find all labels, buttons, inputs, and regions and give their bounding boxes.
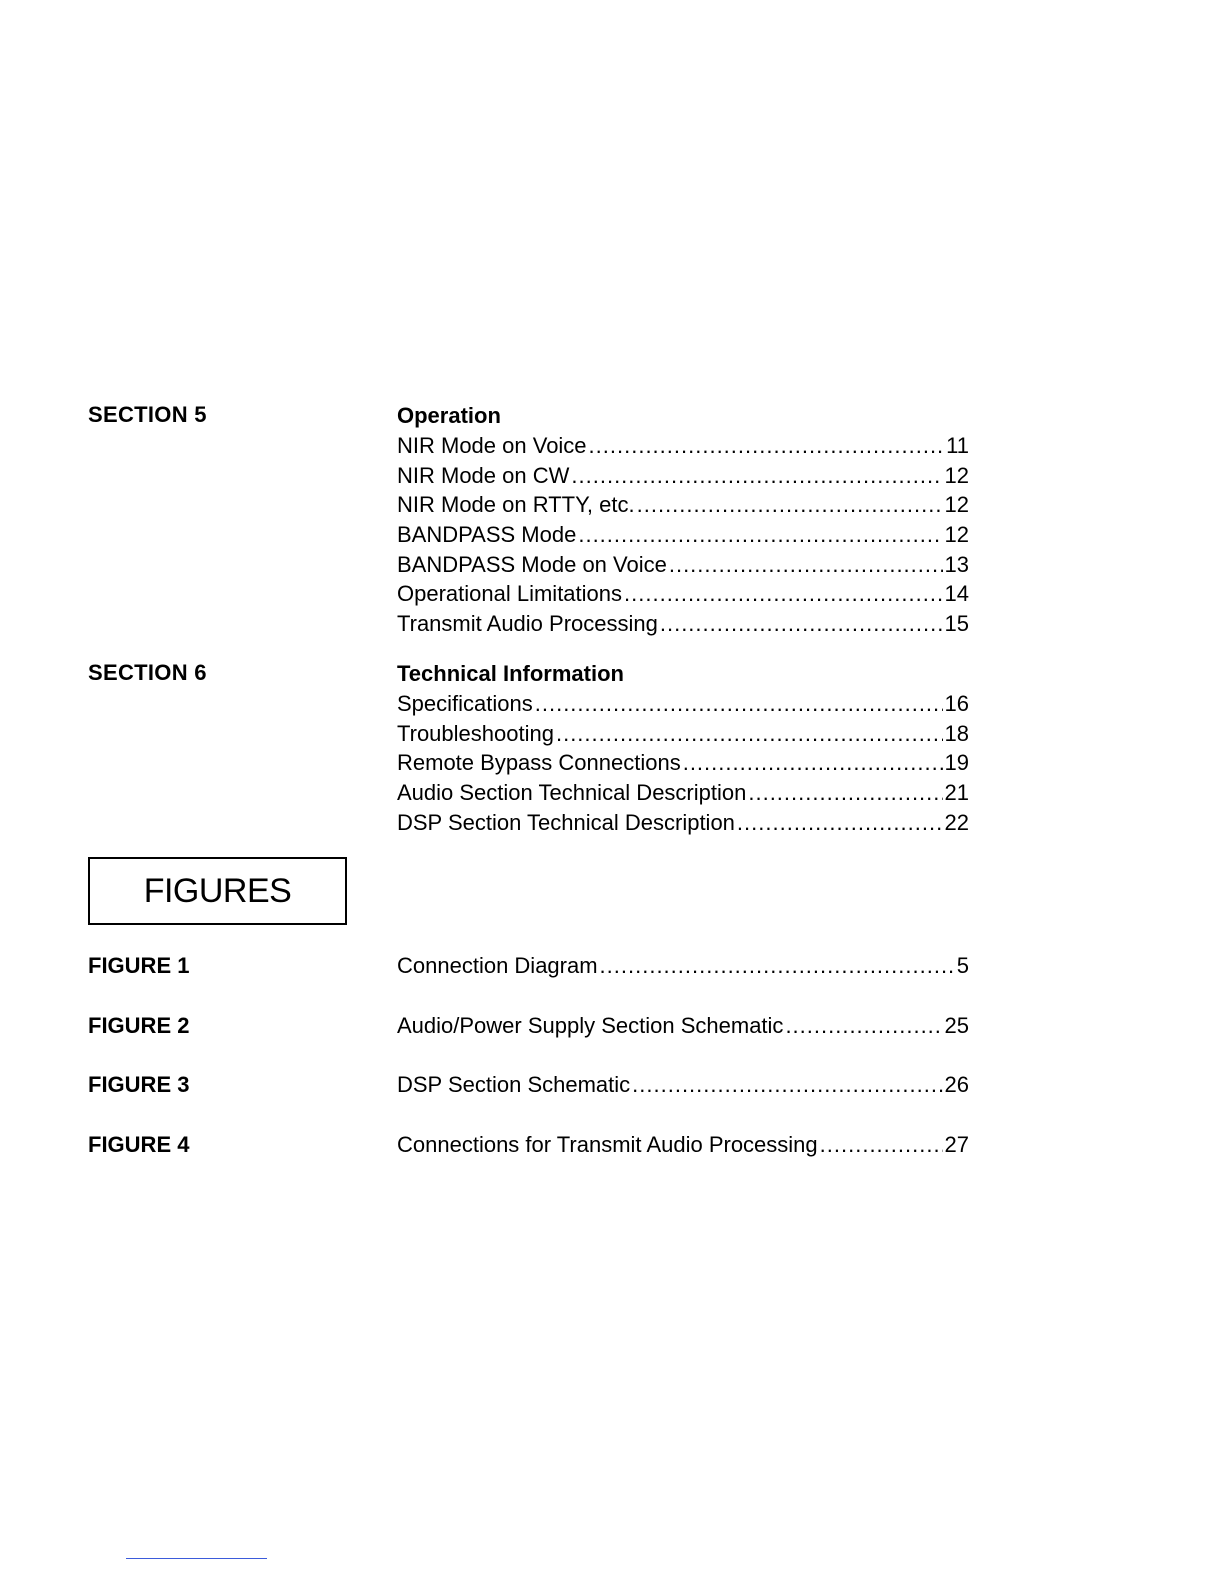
- toc-entry-title: BANDPASS Mode: [397, 522, 577, 548]
- toc-leader-dots: [578, 520, 942, 550]
- toc-leader-dots: [571, 461, 942, 491]
- toc-entry-page: 22: [944, 809, 969, 835]
- toc-entry-title: NIR Mode on RTTY, etc.: [397, 492, 635, 518]
- toc-entry-title: BANDPASS Mode on Voice: [397, 551, 667, 577]
- section-5-title: Operation: [397, 403, 501, 428]
- toc-entry-title: DSP Section Technical Description: [397, 809, 735, 835]
- toc-entry[interactable]: [397, 689, 969, 719]
- toc-entry-page: 15: [944, 611, 969, 637]
- toc-entry[interactable]: [397, 579, 969, 609]
- toc-leader-dots: [600, 951, 955, 981]
- toc-entry[interactable]: [397, 550, 969, 580]
- figure-entry-title: Connections for Transmit Audio Processing: [397, 1132, 818, 1157]
- toc-entry-title: Transmit Audio Processing: [397, 611, 658, 637]
- toc-entry-page: 18: [944, 720, 969, 746]
- toc-entry-page: 11: [946, 433, 969, 458]
- figure-2-label: FIGURE 2: [88, 1013, 190, 1038]
- toc-entry[interactable]: [397, 808, 969, 838]
- figure-entry-page: 25: [944, 1013, 969, 1038]
- toc-leader-dots: [785, 1011, 942, 1041]
- toc-entry-title: NIR Mode on Voice: [397, 433, 587, 458]
- toc-leader-dots: [624, 579, 943, 609]
- section-6-title: Technical Information: [397, 661, 624, 686]
- toc-entry[interactable]: [397, 461, 969, 491]
- toc-leader-dots: [556, 719, 943, 749]
- figure-entry-title: Audio/Power Supply Section Schematic: [397, 1013, 784, 1038]
- figure-1-label: FIGURE 1: [88, 953, 190, 978]
- toc-entry[interactable]: [397, 778, 969, 808]
- figures-heading-box: [88, 857, 347, 925]
- section-6-block: [397, 659, 969, 837]
- toc-leader-dots: [669, 550, 943, 580]
- toc-entry-title: Troubleshooting: [397, 720, 554, 746]
- toc-entry-title: Operational Limitations: [397, 581, 623, 607]
- figure-entry[interactable]: [397, 1130, 969, 1160]
- figure-4-label: FIGURE 4: [88, 1132, 190, 1157]
- toc-entry[interactable]: [397, 431, 969, 461]
- toc-entry[interactable]: [397, 719, 969, 749]
- toc-entry-page: 14: [944, 581, 969, 607]
- toc-leader-dots: [737, 808, 943, 838]
- figure-3-label: FIGURE 3: [88, 1072, 190, 1097]
- figure-entry-title: Connection Diagram: [397, 953, 598, 978]
- toc-entry[interactable]: [397, 520, 969, 550]
- toc-leader-dots: [632, 1070, 942, 1100]
- figure-entry[interactable]: [397, 1070, 969, 1100]
- toc-leader-dots: [820, 1130, 943, 1160]
- figure-entry-page: 26: [944, 1072, 969, 1097]
- toc-entry-title: Audio Section Technical Description: [397, 780, 747, 806]
- toc-entry-page: 12: [944, 462, 969, 488]
- toc-entry-page: 12: [944, 522, 969, 548]
- toc-entry-page: 13: [944, 551, 969, 577]
- toc-leader-dots: [637, 490, 943, 520]
- toc-entry-page: 16: [944, 691, 969, 716]
- figure-entry[interactable]: [397, 951, 969, 981]
- figure-entry-title: DSP Section Schematic: [397, 1072, 631, 1097]
- figures-heading: FIGURES: [143, 871, 292, 910]
- toc-entry-page: 21: [944, 780, 969, 806]
- section-6-label: SECTION 6: [88, 660, 207, 685]
- footer-rule: [126, 1558, 267, 1559]
- toc-entry-page: 12: [944, 492, 969, 518]
- toc-entry[interactable]: [397, 490, 969, 520]
- figure-entry-page: 5: [956, 953, 969, 978]
- toc-entry-title: Specifications: [397, 691, 533, 716]
- section-5-label: SECTION 5: [88, 402, 207, 427]
- toc-entry[interactable]: [397, 609, 969, 639]
- toc-entry-title: Remote Bypass Connections: [397, 750, 681, 776]
- toc-entry-title: NIR Mode on CW: [397, 462, 570, 488]
- toc-leader-dots: [748, 778, 942, 808]
- figure-entry-page: 27: [944, 1132, 969, 1157]
- toc-entry[interactable]: [397, 748, 969, 778]
- figure-entry[interactable]: [397, 1011, 969, 1041]
- toc-leader-dots: [589, 431, 945, 461]
- toc-leader-dots: [660, 609, 943, 639]
- section-5-block: [397, 401, 969, 639]
- toc-leader-dots: [683, 748, 943, 778]
- toc-leader-dots: [535, 689, 943, 719]
- toc-entry-page: 19: [944, 750, 969, 776]
